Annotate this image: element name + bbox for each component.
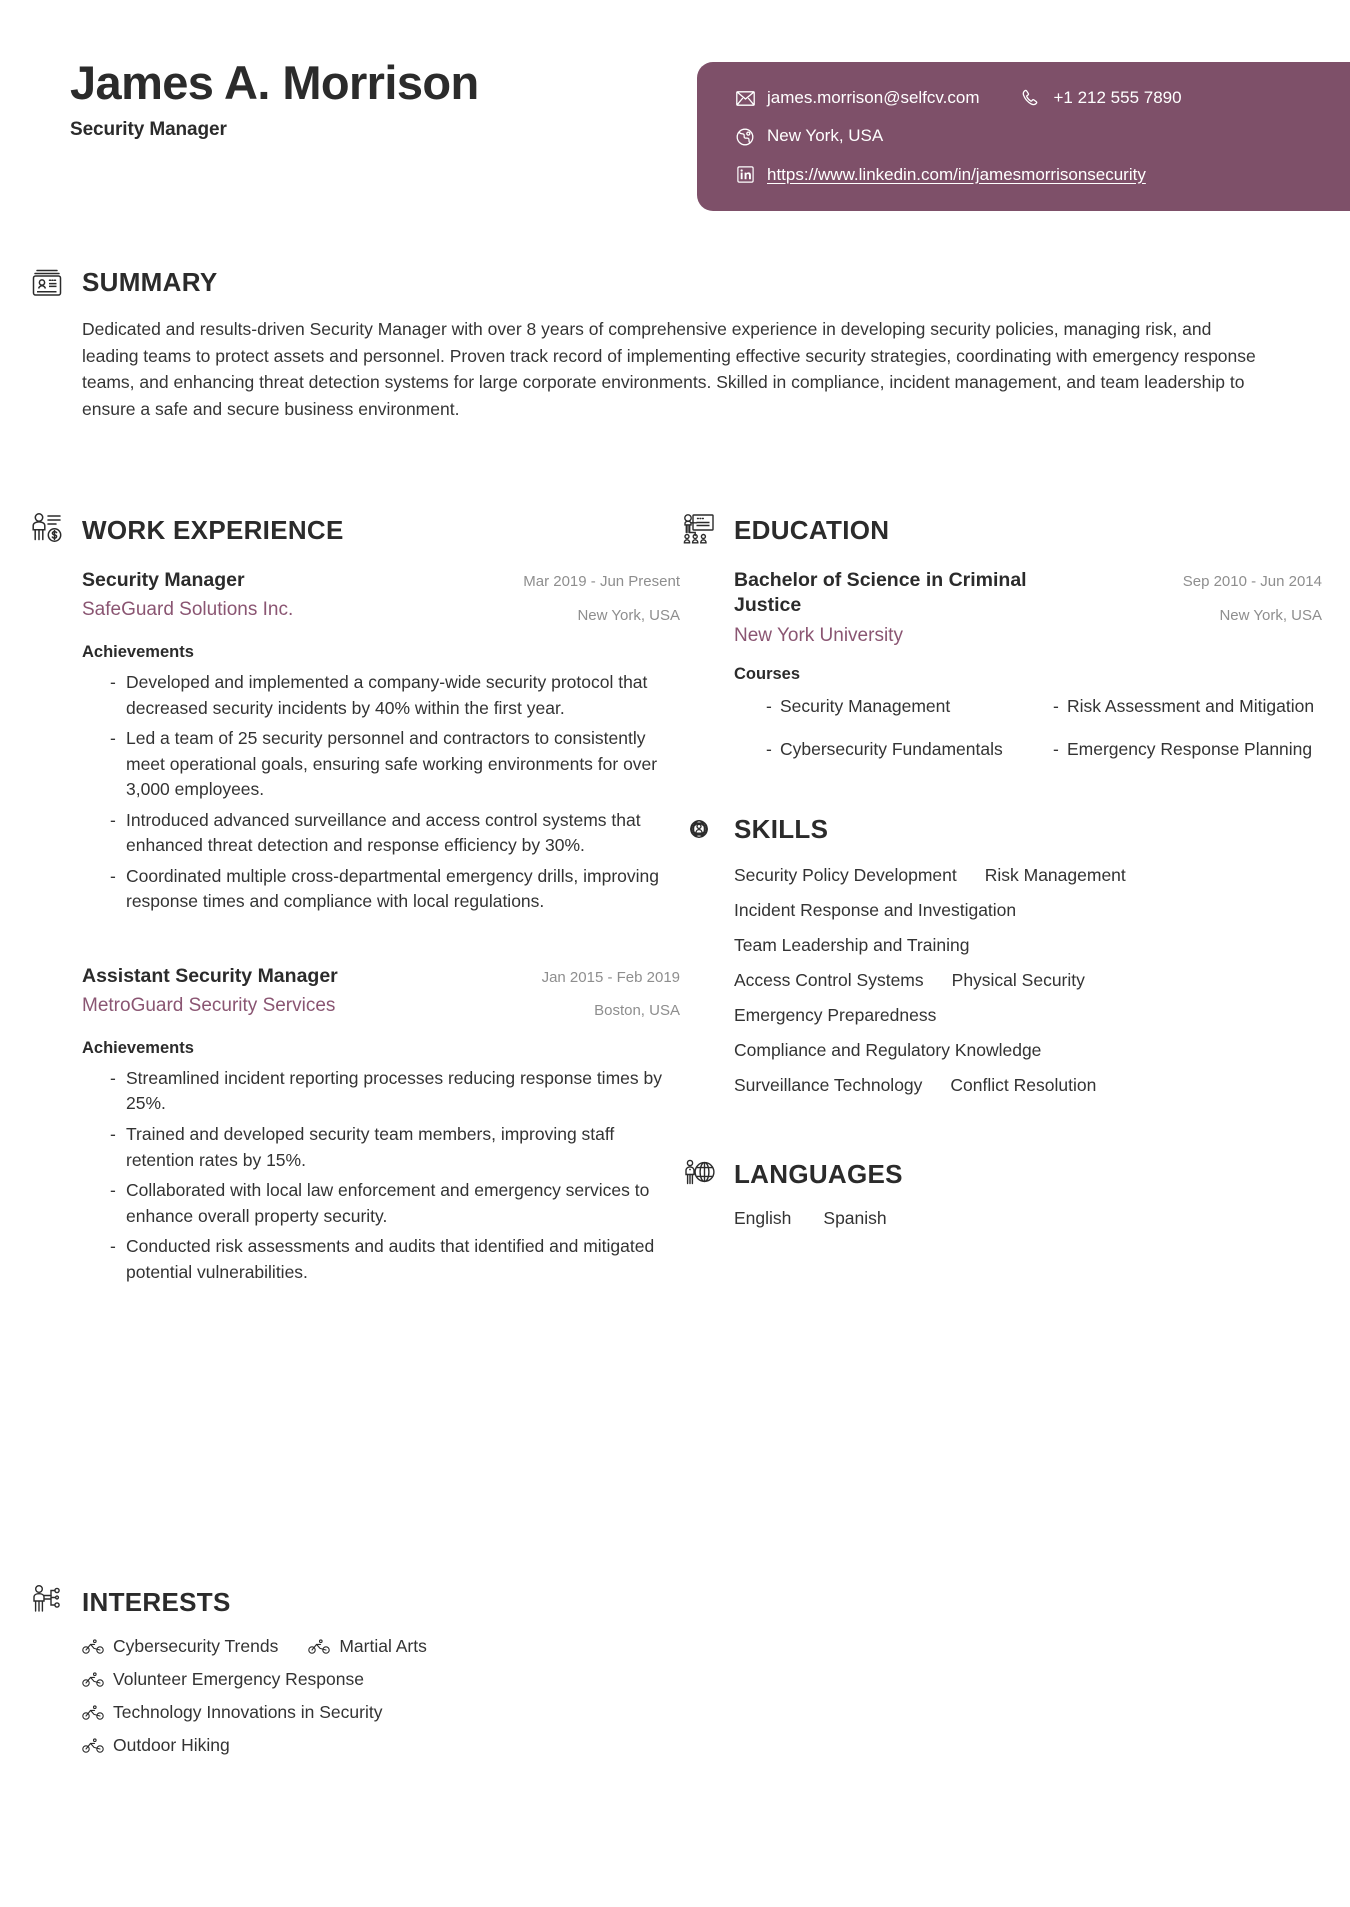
languages-section	[680, 1154, 1322, 1229]
courses-label: Courses	[734, 664, 801, 683]
contact-box	[697, 62, 1350, 211]
skill-item: Surveillance Technology	[734, 1075, 923, 1096]
languages-body	[734, 1208, 1322, 1229]
list-item	[110, 1122, 680, 1173]
course-text: Cybersecurity Fundamentals	[780, 738, 1003, 759]
course-text: Risk Assessment and Mitigation	[1067, 695, 1315, 716]
skill-item: Physical Security	[951, 970, 1085, 991]
skills-header	[680, 809, 1322, 849]
interest-item	[308, 1636, 427, 1657]
interest-item	[82, 1669, 364, 1690]
body-columns	[28, 510, 1322, 1290]
education-location: New York, USA	[1219, 606, 1322, 624]
education-date: Sep 2010 - Jun 2014	[1182, 573, 1322, 590]
work-entry-head	[82, 964, 680, 1021]
work-entry-date: Jan 2015 - Feb 2019	[541, 968, 680, 986]
skills-row	[734, 1005, 1322, 1026]
work-experience-title: WORK EXPERIENCE	[82, 514, 344, 545]
contact-row-3	[735, 165, 1350, 185]
list-item	[110, 864, 680, 915]
education-title: EDUCATION	[734, 514, 890, 545]
bullet-dash: -	[766, 695, 772, 716]
languages-header	[680, 1154, 1322, 1194]
interest-text: Technology Innovations in Security	[113, 1702, 383, 1722]
interest-item	[82, 1702, 382, 1723]
work-entry-company: MetroGuard Security Services	[82, 994, 336, 1016]
bullet-text: Led a team of 25 security personnel and contractors to consistently meet operational goals, ensuring safe working environments for over 3,000 employees.	[126, 728, 658, 800]
contact-phone[interactable]	[1021, 88, 1181, 108]
course-text: Emergency Response Planning	[1067, 738, 1313, 759]
work-entry-meta	[460, 568, 680, 625]
classroom-icon	[680, 510, 718, 550]
interests-title: INTERESTS	[82, 1586, 231, 1617]
skill-item: Conflict Resolution	[950, 1075, 1097, 1096]
interest-text: Outdoor Hiking	[113, 1735, 230, 1755]
list-item	[766, 737, 1035, 762]
interests-row	[82, 1702, 928, 1723]
summary-section	[28, 262, 1322, 422]
contact-email[interactable]	[735, 88, 979, 108]
bullet-text: Developed and implemented a company-wide security protocol that decreased security incidents by 40% within the first year.	[126, 672, 648, 718]
work-entry-role: Assistant Security Manager	[82, 964, 338, 987]
education-entry-main	[734, 568, 1074, 647]
bullet-dash: -	[110, 1180, 116, 1201]
bullet-dash: -	[110, 1236, 116, 1257]
bullet-dash: -	[1053, 695, 1059, 716]
interest-item	[82, 1636, 278, 1657]
summary-text: Dedicated and results-driven Security Manager with over 8 years of comprehensive experience in developing security policies, managing risk, and leading teams to protect assets and personnel. Proven track record of implementing effective security strategies, coordinating with emergency response teams, and enhancing threat detection systems for large corporate environments. Skilled in compliance, incident management, and team leadership to ensure a safe and secure business environment.	[82, 319, 1256, 419]
interests-row	[82, 1636, 928, 1657]
skill-item: Emergency Preparedness	[734, 1005, 937, 1026]
bullet-dash: -	[1053, 738, 1059, 759]
work-experience-body	[82, 568, 680, 1285]
work-entry-location: Boston, USA	[594, 1002, 680, 1020]
list-item	[110, 1234, 680, 1285]
right-column	[680, 510, 1322, 1290]
contact-row-1	[735, 88, 1350, 108]
achievements-list	[110, 1066, 680, 1285]
bullet-text: Collaborated with local law enforcement and emergency services to enhance overall property security.	[126, 1180, 650, 1226]
name-block	[70, 58, 479, 141]
skill-item: Access Control Systems	[734, 970, 924, 991]
languages-row	[734, 1208, 1322, 1229]
id-card-icon	[28, 262, 66, 302]
contact-email-text: james.morrison@selfcv.com	[767, 88, 980, 107]
interests-header	[28, 1582, 928, 1622]
contact-linkedin[interactable]	[735, 165, 1146, 185]
bicycle-icon	[82, 1671, 104, 1689]
skills-row	[734, 1040, 1322, 1061]
globe-icon	[735, 127, 755, 147]
person-network-icon	[28, 1582, 66, 1622]
contact-linkedin-text[interactable]: https://www.linkedin.com/in/jamesmorrisonsecurity	[767, 164, 1146, 184]
work-entry-head	[82, 568, 680, 625]
list-item	[1053, 694, 1322, 719]
bullet-dash: -	[110, 809, 116, 830]
language-item: Spanish	[823, 1208, 887, 1229]
person-globe-icon	[680, 1154, 718, 1194]
work-experience-header	[28, 510, 680, 550]
bullet-dash: -	[110, 1067, 116, 1088]
bullet-text: Streamlined incident reporting processes reducing response times by 25%.	[126, 1067, 662, 1114]
bicycle-icon	[308, 1638, 330, 1656]
interest-text: Cybersecurity Trends	[113, 1636, 279, 1656]
rosette-person-icon	[680, 809, 718, 849]
summary-header	[28, 262, 1322, 302]
work-entry-meta	[460, 964, 680, 1021]
contact-location-text: New York, USA	[767, 126, 884, 146]
education-entry-head	[734, 568, 1322, 647]
bullet-dash: -	[110, 672, 116, 692]
education-school: New York University	[734, 624, 903, 646]
skills-row	[734, 935, 1322, 956]
envelope-icon	[735, 88, 755, 108]
skills-row	[734, 970, 1322, 991]
course-text: Security Management	[780, 695, 951, 716]
phone-icon	[1021, 88, 1041, 108]
skill-item: Security Policy Development	[734, 865, 957, 886]
linkedin-icon	[735, 165, 755, 185]
languages-title: LANGUAGES	[734, 1158, 903, 1189]
contact-phone-text: +1 212 555 7890	[1053, 88, 1182, 107]
work-entry	[82, 964, 680, 1285]
interest-text: Volunteer Emergency Response	[113, 1669, 364, 1689]
language-item: English	[734, 1208, 792, 1229]
list-item	[110, 808, 680, 859]
work-entry-location: New York, USA	[577, 606, 680, 624]
list-item	[110, 1066, 680, 1117]
interests-section	[28, 1582, 928, 1768]
list-item	[1053, 737, 1322, 762]
list-item	[110, 670, 680, 721]
bullet-dash: -	[766, 738, 772, 759]
resume-header	[0, 0, 1350, 232]
bicycle-icon	[82, 1737, 104, 1755]
section-spacer	[680, 1110, 1322, 1154]
work-entry-company: SafeGuard Solutions Inc.	[82, 598, 294, 620]
courses-list	[766, 694, 1322, 762]
interest-item	[82, 1735, 230, 1756]
entry-spacer	[82, 920, 680, 946]
interests-row	[82, 1669, 928, 1690]
skills-row	[734, 865, 1322, 886]
achievements-label: Achievements	[82, 643, 194, 661]
bicycle-icon	[82, 1704, 104, 1722]
bullet-dash: -	[110, 865, 116, 886]
work-entry-date: Mar 2019 - Jun Present	[523, 573, 680, 590]
education-body	[734, 568, 1322, 761]
section-spacer	[680, 765, 1322, 809]
achievements-list	[110, 670, 680, 915]
bullet-text: Conducted risk assessments and audits that identified and mitigated potential vulnerabilities.	[126, 1236, 655, 1282]
list-item	[110, 726, 680, 803]
skills-row	[734, 1075, 1322, 1096]
achievements-label: Achievements	[82, 1038, 194, 1057]
education-degree: Bachelor of Science in Criminal Justice	[734, 569, 1027, 617]
contact-row-2	[735, 126, 1350, 146]
bullet-dash: -	[110, 1124, 116, 1145]
contact-location	[735, 126, 883, 146]
work-entry	[82, 568, 680, 915]
skills-section	[680, 809, 1322, 1096]
education-header	[680, 510, 1322, 550]
skills-row	[734, 900, 1322, 921]
interests-body	[82, 1636, 928, 1756]
bullet-text: Trained and developed security team members, improving staff retention rates by 15%.	[126, 1124, 615, 1170]
skill-item: Risk Management	[984, 865, 1126, 886]
left-column	[28, 510, 680, 1290]
education-entry-meta	[1092, 568, 1322, 625]
skill-item: Incident Response and Investigation	[734, 900, 1017, 921]
skill-item: Team Leadership and Training	[734, 935, 970, 956]
interest-text: Martial Arts	[339, 1636, 427, 1656]
list-item	[110, 1178, 680, 1229]
bullet-dash: -	[110, 728, 116, 749]
page-title: James A. Morrison	[70, 56, 479, 109]
list-item	[766, 694, 1035, 719]
bullet-text: Introduced advanced surveillance and access control systems that enhanced threat detection and response efficiency by 30%.	[126, 809, 641, 856]
skill-item: Compliance and Regulatory Knowledge	[734, 1040, 1042, 1061]
bicycle-icon	[82, 1638, 104, 1656]
education-entry	[734, 568, 1322, 761]
work-entry-role: Security Manager	[82, 569, 245, 591]
job-title: Security Manager	[70, 119, 227, 141]
bullet-text: Coordinated multiple cross-departmental emergency drills, improving response times and compliance with local regulations.	[126, 865, 660, 912]
education-section	[680, 510, 1322, 761]
summary-title: SUMMARY	[82, 266, 218, 297]
skills-body	[734, 865, 1322, 1096]
interests-row	[82, 1735, 928, 1756]
work-entry-main	[82, 568, 452, 622]
person-money-icon	[28, 510, 66, 550]
work-entry-main	[82, 964, 452, 1018]
skills-title: SKILLS	[734, 813, 829, 844]
